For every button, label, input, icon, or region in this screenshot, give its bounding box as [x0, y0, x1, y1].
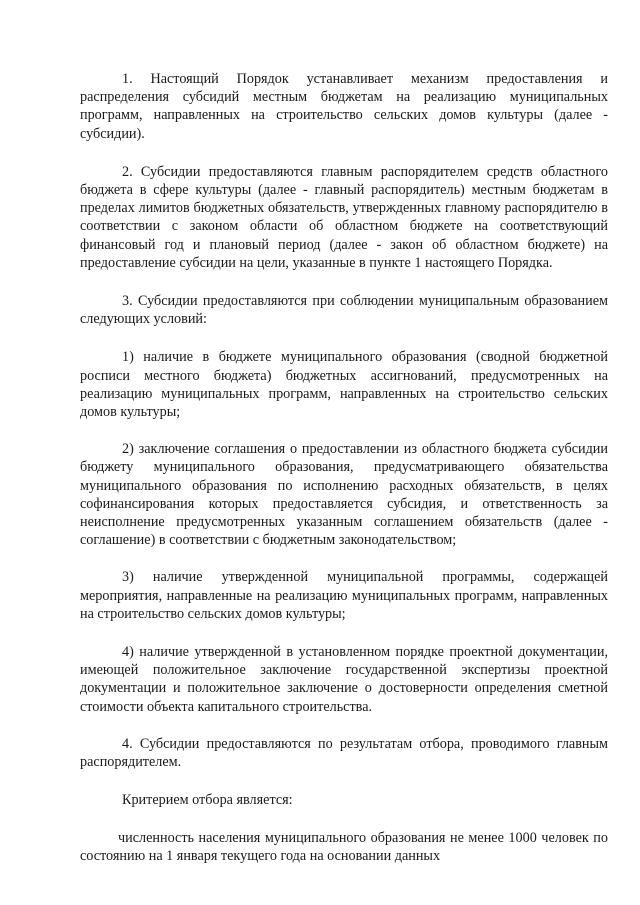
- condition-3: 3) наличие утвержденной муниципальной программы, содержащей мероприятия, направленные на реализацию муниципальных программ, направленных на строительство сельских домов культуры;: [80, 569, 608, 622]
- condition-4: 4) наличие утвержденной в установленном порядке проектной документации, имеющей положительное заключение государственной экспертизы проектной документации и положительное заключение о достоверности определения сметной стоимости объекта капитального строительства.: [80, 644, 608, 715]
- paragraph-2: 2. Субсидии предоставляются главным распорядителем средств областного бюджета в сфере культуры (далее - главный распорядитель) местным бюджетам в пределах лимитов бюджетных обязательств, утвержденных главному распорядителю в соответствии с законом области об областном бюджете на соответствующий финансовый год и плановый период (далее - закон об областном бюджете) на предоставление субсидии на цели, указанные в пункте 1 настоящего Порядка.: [80, 163, 608, 271]
- document-body: [80, 70, 608, 865]
- paragraph-1: 1. Настоящий Порядок устанавливает механизм предоставления и распределения субсидий местным бюджетам на реализацию муниципальных программ, направленных на строительство сельских домов культуры (далее - субсидии).: [80, 71, 608, 142]
- condition-1: 1) наличие в бюджете муниципального образования (сводной бюджетной росписи местного бюджета) бюджетных ассигнований, предусмотренных на реализацию муниципальных программ, направленных на строительство сельских домов культуры;: [80, 349, 608, 421]
- paragraph-4: 4. Субсидии предоставляются по результатам отбора, проводимого главным распорядителем.: [80, 735, 608, 771]
- selection-criterion-text: численность населения муниципального образования не менее 1000 человек по состоянию на 1 января текущего года на основании данных: [80, 829, 608, 864]
- selection-criterion-heading: Критерием отбора является:: [122, 792, 293, 809]
- condition-2: 2) заключение соглашения о предоставлении из областного бюджета субсидии бюджету муниципального образования, предусматривающего обязательства муниципального образования по исполнению расходных обязательств, в целях софинансирования которых предоставляется субсидия, и ответственность за неисполнение предусмотренных указанным соглашением обязательств (далее - соглашение) в соответствии с бюджетным законодательством;: [80, 441, 608, 549]
- paragraph-3: 3. Субсидии предоставляются при соблюдении муниципальным образованием следующих условий:: [80, 293, 608, 328]
